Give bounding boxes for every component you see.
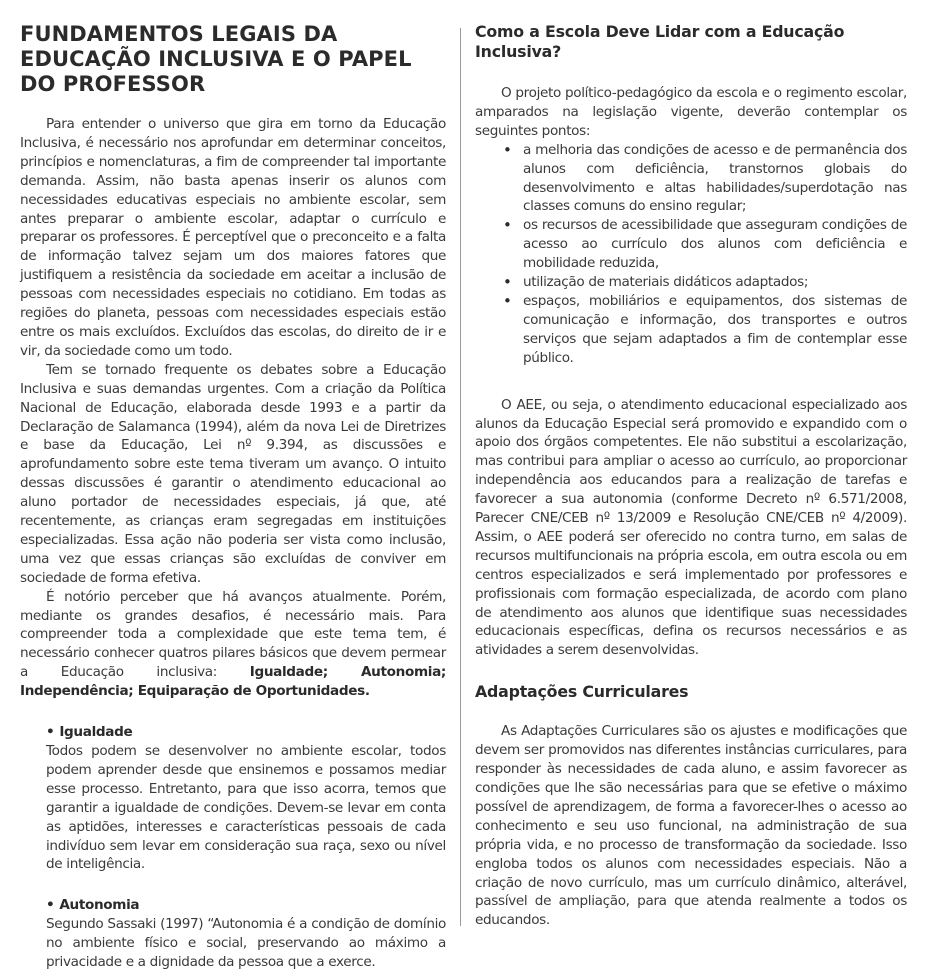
paragraph-intro: Para entender o universo que gira em torno da Educação Inclusiva, é necessário nos aprofundar em determinar conceitos, princípios e nomenclaturas, a fim de compreender tal importante demanda. Assim, não basta apenas inserir os alunos com necessidades educativas especiais no ambiente escolar, sem antes preparar o ambiente escolar, adaptar o currículo e preparar os professores. É perceptível que o preconceito e a falta de informação talvez sejam um dos maiores fatores que justifiquem a resistência da sociedade em aceitar a inclusão de pessoas com necessidades especiais no cotidiano. Em todas as regiões do planeta, pessoas com necessidades especiais estão entre os mais excluídos. Excluídos das escolas, do direito de ir e vir, da sociedade como um todo. [20, 116, 446, 359]
list-item: • os recursos de acessibilidade que asseguram condições de acesso ao currículo dos alunos com deficiência e mobilidade reduzida, [523, 216, 907, 273]
pillars-list: Igualdade; Autonomia; Independência; Equiparação de Oportunidades. [20, 664, 446, 700]
subheading-igualdade [20, 723, 446, 742]
column-divider [460, 28, 461, 926]
subheading-autonomia [20, 896, 446, 915]
bullet-list [475, 141, 907, 368]
list-item: • a melhoria das condições de acesso e de permanência dos alunos com deficiência, transtornos globais do desenvolvimento e altas habilidades/superdotação nas classes comuns do ensino regular; [523, 141, 907, 217]
paragraph-debates: Tem se tornado frequente os debates sobre a Educação Inclusiva e suas demandas urgentes. Com a criação da Política Nacional de Educação, elaborada desde 1993 e a partir da Declaração de Salamanca (1994), além da nova Lei de Diretrizes e base da Educação, Lei nº 9.394, as discussões e aprofundamento sobre este tema tiveram um avanço. O intuito dessas discussões é garantir o atendimento educacional ao aluno portador de necessidades especiais, já que, até recentemente, as crianças eram segregadas em instituições especializadas. Essa ação não poderia ser vista como inclusão, uma vez que essas crianças são excluídas de conviver em sociedade de forma efetiva. [20, 361, 446, 586]
subheading-igualdade-label: Igualdade [59, 724, 133, 741]
main-title: FUNDAMENTOS LEGAIS DA EDUCAÇÃO INCLUSIVA E O PAPEL DO PROFESSOR [20, 22, 412, 96]
paragraph-projeto: O projeto político-pedagógico da escola e o regimento escolar, amparados na legislação vigente, deverão contemplar os seguintes pontos: [475, 85, 907, 139]
list-item: • espaços, mobiliários e equipamentos, dos sistemas de comunicação e informação, dos transportes e outros serviços que sejam adaptados a fim de contemplar esse público. [523, 292, 907, 368]
right-column [475, 22, 907, 929]
bullet-icon: • [46, 724, 55, 741]
paragraph-pillars [20, 588, 446, 701]
paragraph-adaptacoes: As Adaptações Curriculares são os ajustes e modificações que devem ser promovidos nas diferentes instâncias curriculares, para responder às necessidades de cada aluno, e assim favorecer as condições que lhe são necessárias para que se efetive o máximo possível de aprendizagem, de forma a favorecer-lhes o acesso ao conhecimento e seu uso funcional, na administração de sua própria vida, e no processo de transformação da sociedade. Isso engloba todos os alunos com necessidades especiais. Não a criação de novo currículo, mas um currículo dinâmico, alterável, passível de ampliação, para que atenda realmente a todos os educandos. [475, 723, 907, 929]
pillars-text: É notório perceber que há avanços atualmente. Porém, mediante os grandes desafios, é necessário mais. Para compreender toda a complexidade que este tema tem, é necessário conhecer quatros pilares básicos que devem permear a Educação inclusiva: [20, 588, 446, 681]
list-item: • utilização de materiais didáticos adaptados; [523, 273, 907, 292]
heading-adaptacoes: Adaptações Curriculares [475, 682, 689, 702]
bullet-icon: • [46, 897, 55, 914]
paragraph-aee: O AEE, ou seja, o atendimento educacional especializado aos alunos da Educação Especial será promovido e expandido com o apoio dos órgãos competentes. Ele não substitui a escolarização, mas contribui para ampliar o acesso ao currículo, ao proporcionar independência aos educandos para a realização de tarefas e favorecer a sua autonomia (conforme Decreto nº 6.571/2008, Parecer CNE/CEB nº 13/2009 e Resolução CNE/CEB nº 4/2009). Assim, o AEE poderá ser oferecido no contra turno, em salas de recursos multifuncionais na própria escola, em outra escola ou em centros especializados e será implementado por professores e profissionais com formação especializada, de acordo com plano de atendimento aos alunos que identifique suas necessidades educacionais específicas, defina os recursos necessários e as atividades a serem desenvolvidas. [475, 396, 907, 659]
left-column [20, 22, 446, 971]
heading-escola: Como a Escola Deve Lidar com a Educação Inclusiva? [475, 22, 845, 61]
subheading-autonomia-label: Autonomia [59, 897, 140, 914]
paragraph-igualdade: Todos podem se desenvolver no ambiente escolar, todos podem aprender desde que ensinemos e possamos mediar esse processo. Entretanto, para que isso acorra, temos que garantir a igualdade de condições. Devem-se levar em conta as aptidões, interesses e características pessoais de cada indivíduo sem levar em consideração sua raça, sexo ou nível de inteligência. [46, 743, 446, 873]
paragraph-autonomia: Segundo Sassaki (1997) “Autonomia é a condição de domínio no ambiente físico e social, preservando ao máximo a privacidade e a dignidade da pessoa que a exerce. [46, 916, 446, 971]
